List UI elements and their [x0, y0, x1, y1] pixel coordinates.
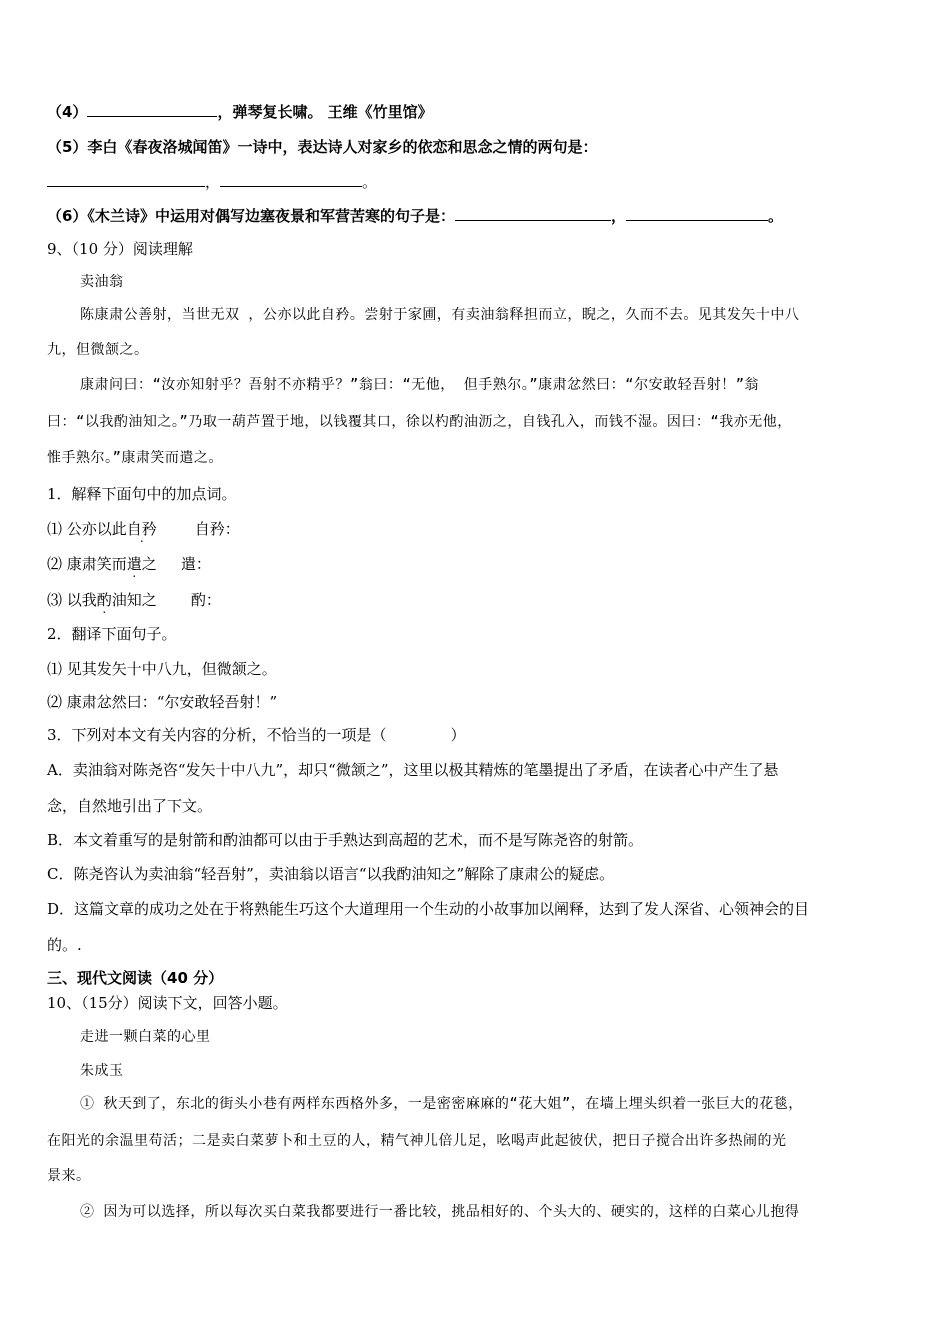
question-8-5-blanks: ， 。: [47, 172, 377, 192]
answer-blank[interactable]: [87, 102, 217, 117]
question-8-5: （5）李白《春夜洛城闻笛》一诗中，表达诗人对家乡的依恋和思念之情的两句是：: [47, 138, 598, 156]
answer-blank[interactable]: [626, 206, 768, 221]
question-10-heading: 10、（15分）阅读下文，回答小题。: [47, 994, 288, 1012]
passage-paragraph: 景来。: [47, 1168, 91, 1184]
passage-paragraph: 在阳光的余温里苟活；二是卖白菜萝卜和土豆的人，精气神儿倍儿足，吆喝声此起彼伏，把日子搅合出许多热闹的光: [47, 1133, 787, 1149]
passage-paragraph: ① 秋天到了，东北的街头小巷有两样东西格外多，一是密密麻麻的“花大姐”，在墙上埋头织着一张巨大的花毯，: [80, 1096, 803, 1112]
passage-paragraph: 陈康肃公善射，当世无双 ，公亦以此自矜。尝射于家圃，有卖油翁释担而立，睨之，久而不去。见其发矢十中八: [80, 307, 800, 323]
option-d-cont: 的。.: [47, 936, 82, 954]
passage-title: 走进一颗白菜的心里: [80, 1029, 211, 1045]
passage-paragraph: 曰：“以我酌油知之。”乃取一葫芦置于地，以钱覆其口，徐以杓酌油沥之，自钱孔入，而钱不湿。因曰：“我亦无他，: [47, 414, 792, 430]
sub-question-3: 3．下列对本文有关内容的分析，不恰当的一项是（ ）: [47, 726, 466, 744]
answer-blank[interactable]: [455, 206, 611, 221]
sub-question-1c: ⑶ 以我酌油知之 酌：: [47, 591, 221, 609]
passage-paragraph: 康肃问曰：“汝亦知射乎？吾射不亦精乎？”翁曰：“无他， 但手熟尔。”康肃忿然曰：“尔安敢轻吾射！”翁: [80, 377, 759, 393]
option-a: A．卖油翁对陈尧咨“发矢十中八九”，却只“微颔之”，这里以极其精炼的笔墨提出了矛盾，在读者心中产生了悬: [47, 761, 779, 779]
sub-question-2: 2．翻译下面句子。: [47, 625, 177, 643]
passage-paragraph: 九，但微颔之。: [47, 342, 149, 358]
option-a-cont: 念，自然地引出了下文。: [47, 797, 213, 815]
question-8-6: （6）《木兰诗》中运用对偶写边塞夜景和军营苦寒的句子是： ， 。: [47, 207, 783, 225]
answer-blank[interactable]: [47, 172, 205, 187]
question-9-heading: 9、（10 分）阅读理解: [47, 240, 193, 258]
sub-question-1b: ⑵ 康肃笑而遣之 遣：: [47, 555, 211, 573]
sub-question-1: 1．解释下面句中的加点词。: [47, 485, 237, 503]
sub-question-2a: ⑴ 见其发矢十中八九，但微颔之。: [47, 660, 277, 678]
option-b: B．本文着重写的是射箭和酌油都可以由于手熟达到高超的艺术，而不是写陈尧咨的射箭。: [47, 831, 644, 849]
question-8-4: （4） ，弹琴复长啸。 王维《竹里馆》: [47, 103, 433, 121]
passage-paragraph: 惟手熟尔。”康肃笑而遣之。: [47, 450, 223, 466]
sub-question-1a: ⑴ 公亦以此自矜 自矜：: [47, 520, 240, 538]
sub-question-2b: ⑵ 康肃忿然曰：“尔安敢轻吾射！”: [47, 693, 278, 711]
section-heading: 三、现代文阅读（40 分）: [47, 969, 224, 987]
option-c: C．陈尧咨认为卖油翁“轻吾射”，卖油翁以语言“以我酌油知之”解除了康肃公的疑虑。: [47, 865, 615, 883]
option-d: D．这篇文章的成功之处在于将熟能生巧这个大道理用一个生动的小故事加以阐释，达到了发人深省、心领神会的目: [47, 900, 810, 918]
passage-author: 朱成玉: [80, 1063, 124, 1079]
passage-paragraph: ② 因为可以选择，所以每次买白菜我都要进行一番比较，挑品相好的、个头大的、硬实的，这样的白菜心儿抱得: [80, 1204, 800, 1220]
passage-title: 卖油翁: [80, 274, 124, 290]
answer-blank[interactable]: [220, 172, 362, 187]
